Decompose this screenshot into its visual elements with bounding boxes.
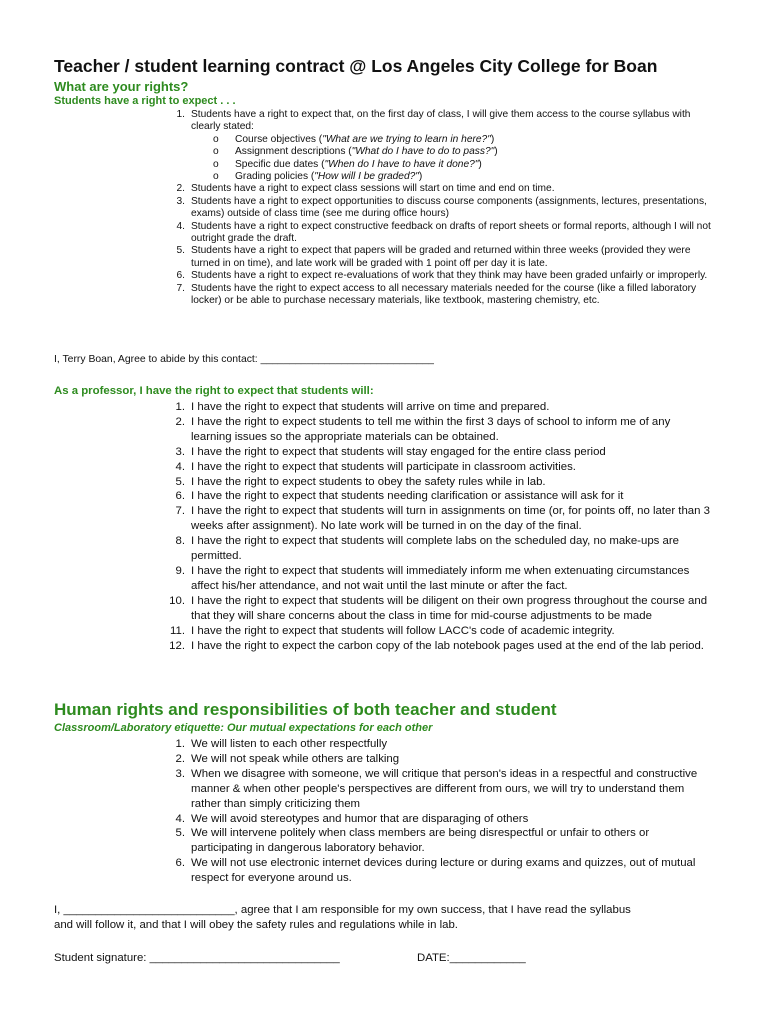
- list-item: 5. We will intervene politely when class members are being disrespectful or unfair to others or participating in dangerous laboratory behavior.: [175, 827, 650, 855]
- human-rights-heading: Human rights and responsibilities of both teacher and student: [54, 700, 557, 719]
- list-item: 3. Students have a right to expect opportunities to discuss course components (assignments, lectures, presentations, exams) outside of class time (see me during office hours): [176, 195, 707, 220]
- etiquette-heading: Classroom/Laboratory etiquette: Our mutual expectations for each other: [54, 722, 433, 734]
- list-item: 5. I have the right to expect students to obey the safety rules while in lab.: [175, 475, 546, 488]
- rights-heading: What are your rights?: [54, 79, 189, 94]
- list-item: 8. I have the right to expect that students will complete labs on the scheduled day, no make-ups are permitted.: [175, 535, 679, 563]
- date-field: DATE:____________: [417, 952, 526, 964]
- list-item: 3. When we disagree with someone, we will critique that person's ideas in a respectful and constructive manner & when other people's perspectives are different from ours, we will try to understand them rather than simply criticizing them: [175, 767, 698, 810]
- list-item: 4. We will avoid stereotypes and humor that are disparaging of others: [175, 812, 529, 825]
- students-heading: Students have a right to expect . . .: [54, 95, 236, 107]
- list-item: o Specific due dates ("When do I have to have it done?"): [213, 158, 482, 170]
- list-item: 6. I have the right to expect that students needing clarification or assistance will ask for it: [175, 490, 624, 503]
- responsibility-line-1: I, ___________________________, agree that I am responsible for my own success, that I have read the syllabus: [54, 904, 631, 916]
- list-item: 1. We will listen to each other respectfully: [175, 738, 388, 750]
- list-item: 6. We will not use electronic internet devices during lecture or during exams and quizzes, out of mutual respect for everyone around us.: [175, 857, 696, 885]
- syllabus-items-list: [191, 134, 711, 184]
- list-item: 10. I have the right to expect that students will be diligent on their own progress throughout the course and that they will share concerns about the class in time for mid-course adjustments to be made: [169, 594, 708, 622]
- student-signature-field: Student signature: ______________________________: [54, 952, 340, 964]
- list-item: o Course objectives ("What are we trying to learn in here?"): [213, 133, 495, 145]
- list-item: 12. I have the right to expect the carbon copy of the lab notebook pages used at the end of the lab period.: [169, 639, 704, 652]
- etiquette-list: [167, 737, 711, 886]
- list-item: 5. Students have a right to expect that papers will be graded and returned within three weeks (provided they were turned in on time), and late work will be graded with 1 point off per day it is late.: [176, 245, 691, 269]
- list-item: 2. We will not speak while others are talking: [175, 752, 400, 765]
- list-item: 4. I have the right to expect that students will participate in classroom activities.: [175, 460, 576, 473]
- list-item: 1. Students have a right to expect that, on the first day of class, I will give them access to the course syllabus with clearly stated: o Course objectives ("What are we trying to learn in here?") o Assignment descriptions ("What do I have to do to pass?") o Specific due dates ("When do I have to have it done?") o Grading policies ("How will I be graded?"): [169, 109, 711, 183]
- page-title: Teacher / student learning contract @ Los Angeles City College for Boan: [54, 56, 658, 76]
- agree-line: I, Terry Boan, Agree to abide by this contact: ______________________________: [54, 354, 434, 365]
- list-item: 2. I have the right to expect students to tell me within the first 3 days of school to inform me of any learning issues so the appropriate materials can be obtained.: [175, 415, 671, 443]
- list-item: o Assignment descriptions ("What do I have to do to pass?"): [213, 146, 498, 158]
- professor-rights-list: [167, 400, 711, 653]
- student-rights-list: [169, 109, 711, 308]
- list-item: o Grading policies ("How will I be graded?"): [213, 171, 423, 183]
- list-item: 7. Students have the right to expect access to all necessary materials needed for the course (like a filled laboratory locker) or be able to purchase necessary materials, like textbook, mastering chemistry, etc.: [176, 282, 697, 307]
- list-item: 4. Students have a right to expect constructive feedback on drafts of report sheets or formal reports, although I will not outright grade the draft.: [176, 220, 711, 245]
- list-item: 3. I have the right to expect that students will stay engaged for the entire class period: [175, 445, 606, 458]
- list-item: 11. I have the right to expect that students will follow LACC's code of academic integrity.: [170, 624, 615, 637]
- list-item: 6. Students have a right to expect re-evaluations of work that they think may have been graded unfairly or improperly.: [176, 270, 708, 282]
- list-item: 2. Students have a right to expect class sessions will start on time and end on time.: [176, 183, 555, 195]
- responsibility-line-2: and will follow it, and that I will obey the safety rules and regulations while in lab.: [54, 919, 458, 931]
- list-item: 1. I have the right to expect that students will arrive on time and prepared.: [175, 401, 550, 413]
- list-item: 9. I have the right to expect that students will immediately inform me when extenuating circumstances affect his/her attendance, and not wait until the last minute or after the fact.: [175, 564, 690, 592]
- list-item: 7. I have the right to expect that students will turn in assignments on time (or, for points off, no later than 3 weeks after assignment). No late work will be turned in on the day of the final.: [175, 505, 710, 533]
- professor-heading: As a professor, I have the right to expect that students will:: [54, 385, 374, 397]
